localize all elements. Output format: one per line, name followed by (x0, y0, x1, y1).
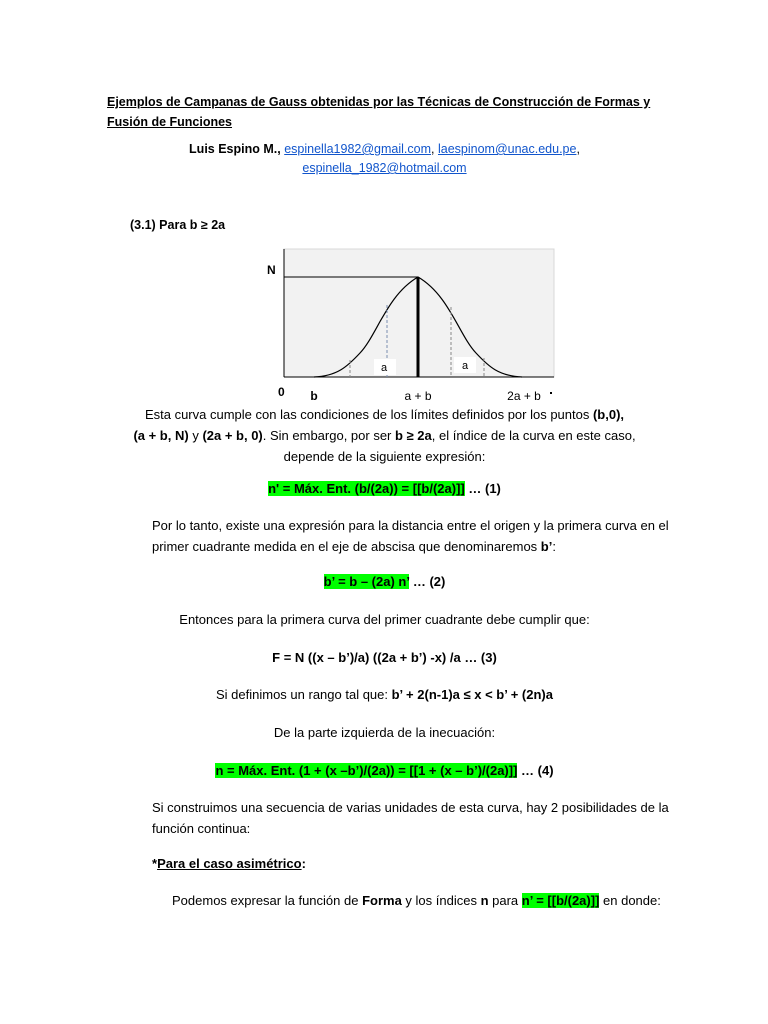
text-run: , el índice de la curva en este caso, (431, 428, 636, 443)
paragraph-1 (107, 404, 662, 467)
section-heading: (3.1) Para b ≥ 2a (130, 218, 226, 232)
paragraph-8 (172, 893, 712, 908)
text-run-bold: (a + b, N) (133, 428, 189, 443)
text-run-bold: (2a + b, 0) (202, 428, 263, 443)
author-line (107, 140, 662, 178)
email-link-gmail[interactable]: espinella1982@gmail.com (284, 142, 431, 156)
equation-number: … (2) (409, 574, 446, 589)
label-n: N (267, 263, 276, 277)
text-run-bold: Forma (362, 893, 402, 908)
email-link-hotmail[interactable]: espinella_1982@hotmail.com (302, 161, 467, 175)
separator: , (431, 142, 435, 156)
text-run-bold: n (480, 893, 489, 908)
highlighted-equation: n' = Máx. Ent. (b/(2a)) = [[b/(2a)]] (268, 481, 465, 496)
text-run-bold: b ≥ 2a (395, 428, 432, 443)
text-run: y los índices (401, 893, 481, 908)
label-origin: 0 (278, 385, 285, 399)
gauss-bell-figure (262, 245, 562, 405)
separator: , (576, 142, 580, 156)
text-run: Por lo tanto, existe una expresión para la distancia entre el origen y la primera curva en el primer cuadrante medida en el eje de abscisa que denominaremos (152, 518, 669, 554)
text-run: Esta curva cumple con las condiciones de los límites definidos por los puntos (144, 407, 593, 422)
highlighted-equation: n’ = [[b/(2a)]] (521, 893, 600, 908)
equation-number: … (1) (464, 481, 501, 496)
text-run: en donde: (599, 893, 661, 908)
subheading-asymmetric (152, 856, 672, 871)
label-b: b (310, 389, 318, 403)
paragraph-2 (152, 515, 672, 557)
text-run-bold: (b,0), (592, 407, 625, 422)
highlighted-equation: b’ = b – (2a) n’ (323, 574, 410, 589)
text-run: Podemos expresar la función de (172, 893, 363, 908)
text-run: . Sin embargo, por ser (262, 428, 395, 443)
text-run-bold: b’ + 2(n-1)a ≤ x < b’ + (2n)a (391, 687, 553, 702)
text-run: para (488, 893, 522, 908)
paragraph-6: Si construimos una secuencia de varias unidades de esta curva, hay 2 posibilidades de la función continua: (152, 800, 669, 836)
label-a-right: a (461, 360, 469, 372)
paragraph-3: Entonces para la primera curva del primer cuadrante debe cumplir que: (179, 612, 590, 627)
equation-2 (107, 574, 662, 589)
equation-3: F = N ((x – b’)/a) ((2a + b’) -x) /a … (3) (272, 650, 497, 665)
highlighted-equation: n = Máx. Ent. (1 + (x –b’)/(2a)) = [[1 + (x – b’)/(2a)]] (215, 763, 518, 778)
equation-1 (107, 481, 662, 496)
text-run: Si definimos un rango tal que: (216, 687, 392, 702)
text-run-bold: : (301, 856, 306, 871)
text-run-bold: b’ (540, 539, 553, 554)
document-title: Ejemplos de Campanas de Gauss obtenidas por las Técnicas de Construcción de Formas y Fusión de Funciones (107, 95, 651, 129)
text-run-bold-underlined: Para el caso asimétrico (157, 856, 302, 871)
label-2a-plus-b: 2a + b (507, 389, 541, 403)
label-a-left: a (380, 362, 388, 374)
text-run: : (552, 539, 556, 554)
email-link-unac[interactable]: laespinom@unac.edu.pe (437, 142, 577, 156)
author-name: Luis Espino M., (189, 142, 281, 156)
equation-4 (107, 763, 662, 778)
label-a-plus-b: a + b (404, 389, 432, 403)
text-run: depende de la siguiente expresión: (283, 449, 486, 464)
dot-mark (550, 392, 552, 394)
equation-number: … (4) (517, 763, 554, 778)
paragraph-4 (107, 687, 662, 702)
text-run: y (188, 428, 203, 443)
paragraph-5: De la parte izquierda de la inecuación: (273, 725, 496, 740)
text-run-bold: * (152, 856, 158, 871)
